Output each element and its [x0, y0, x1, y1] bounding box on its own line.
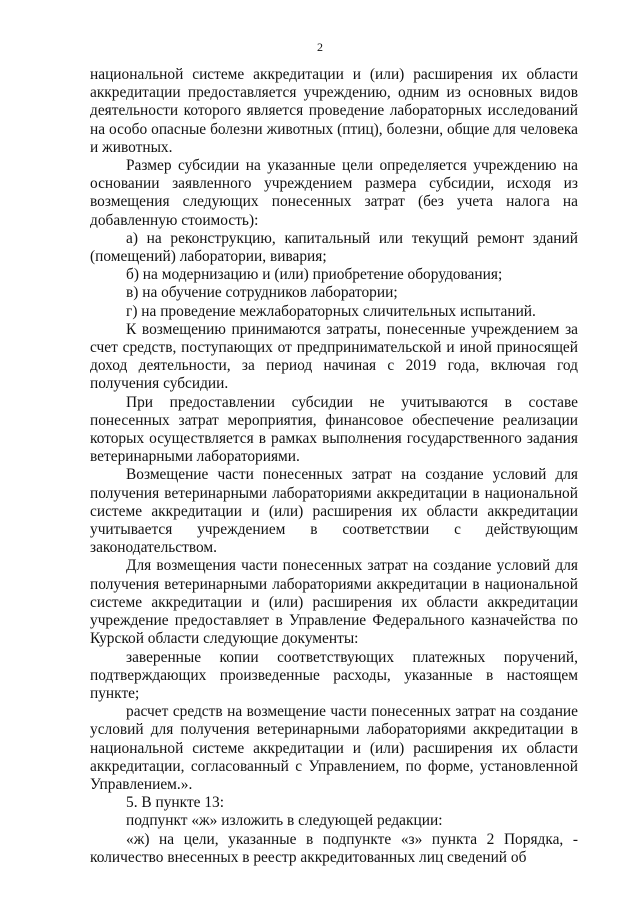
list-item-v: в) на обучение сотрудников лаборатории;	[126, 284, 398, 302]
paragraph-exclusions: При предоставлении субсидии не учитываются в составе понесенных затрат мероприятия, финансовое обеспечение реализации которых осуществляется в рамках выполнения государственного задания ветеринарными лабораториями.	[90, 393, 578, 466]
paragraph-documents: Для возмещения части понесенных затрат на создание условий для получения ветеринарными лабораториями аккредитации в национальной системе аккредитации и (или) расширения их области аккредитации учреждение предоставляет в Управление Федерального казначейства по Курской области следующие документы:	[90, 557, 578, 648]
paragraph-subitem-zh: подпункт «ж» изложить в следующей редакции:	[126, 812, 443, 830]
paragraph-item-5: 5. В пункте 13:	[126, 794, 225, 812]
document-body	[90, 66, 578, 867]
list-item-b: б) на модернизацию и (или) приобретение оборудования;	[126, 266, 503, 284]
list-item-g: г) на проведение межлабораторных сличительных испытаний.	[126, 302, 536, 320]
paragraph-accounting: Возмещение части понесенных затрат на создание условий для получения ветеринарными лабораториями аккредитации в национальной системе аккредитации и (или) расширения их области аккредитации учитывается учреждением в соответствии с действующим законодательством.	[90, 466, 578, 557]
list-item-a: а) на реконструкцию, капитальный или текущий ремонт зданий (помещений) лаборатории, вивария;	[90, 229, 578, 266]
page-number: 2	[317, 40, 323, 54]
paragraph-subsidy-size: Размер субсидии на указанные цели определяется учреждению на основании заявленного учреждением размера субсидии, исходя из возмещения следующих понесенных затрат (без учета налога на добавленную стоимость):	[90, 157, 578, 229]
paragraph-zh-text: «ж) на цели, указанные в подпункте «з» пункта 2 Порядка, - количество внесенных в реестр аккредитованных лиц сведений об	[90, 830, 578, 866]
paragraph-calculation: расчет средств на возмещение части понесенных затрат на создание условий для получения ветеринарными лабораториями аккредитации в национальной системе аккредитации и (или) расширения их области аккредитации, согласованный с Управлением, по форме, установленной Управлением.».	[90, 703, 578, 793]
paragraph-reimbursement: К возмещению принимаются затраты, понесенные учреждением за счет средств, поступающих от предпринимательской и иной приносящей доход деятельности, за период начиная с 2019 года, включая год получения субсидии.	[90, 320, 578, 393]
paragraph-payment-orders: заверенные копии соответствующих платежных поручений, подтверждающих произведенные расходы, указанные в настоящем пункте;	[90, 648, 578, 702]
paragraph-continuation: национальной системе аккредитации и (или) расширения их области аккредитации предоставляется учреждению, одним из основных видов деятельности которого является проведение лабораторных исследований на особо опасные болезни животных (птиц), болезни, общие для человека и животных.	[90, 66, 578, 156]
